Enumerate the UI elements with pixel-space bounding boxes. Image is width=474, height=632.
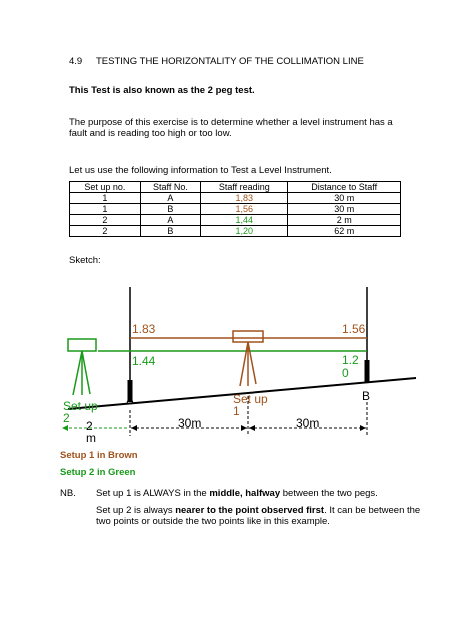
setup2-label-line2: 2 — [63, 411, 70, 425]
dist-30m-right: 30m — [296, 416, 320, 430]
intro-text: Let us use the following information to Test a Level Instrument. — [69, 165, 332, 176]
reading-b-setup2-line2: 0 — [342, 366, 349, 380]
level-instrument-setup2 — [68, 339, 96, 395]
nb-p1-bold: middle, halfway — [209, 488, 281, 499]
legend-setup2: Setup 2 in Green — [60, 467, 136, 478]
section-title: TESTING THE HORIZONTALITY OF THE COLLIMATION LINE — [96, 56, 364, 67]
nb-p1-post: between the two pegs. — [280, 488, 378, 499]
staff-b-label: B — [362, 389, 371, 403]
cell-reading: 1,83 — [201, 193, 288, 204]
cell-setup: 2 — [70, 226, 141, 237]
sketch-label: Sketch: — [69, 255, 101, 266]
nb-p2-bold: nearer to the point observed first — [175, 505, 325, 516]
dist-30m-left: 30m — [178, 416, 202, 430]
section-number: 4.9 — [69, 56, 83, 67]
cell-distance: 30 m — [288, 193, 401, 204]
header-distance: Distance to Staff — [288, 182, 401, 193]
nb-label: NB. — [60, 488, 76, 499]
cell-setup: 1 — [70, 204, 141, 215]
dimension-arrow-2m — [62, 425, 68, 431]
purpose-line-2: fault and is reading too high or too low. — [69, 128, 232, 139]
staff-a-label: A — [126, 393, 135, 407]
nb-p2-pre: Set up 2 is always — [96, 505, 176, 516]
cell-setup: 1 — [70, 193, 141, 204]
cell-staff: A — [140, 215, 200, 226]
dimension-lines — [130, 396, 367, 436]
cell-setup: 2 — [70, 215, 141, 226]
cell-reading: 1,56 — [201, 204, 288, 215]
header-setup: Set up no. — [70, 182, 141, 193]
nb-paragraph-2-line-2: two points or outside the two points like in this example. — [96, 516, 330, 527]
cell-distance: 30 m — [288, 204, 401, 215]
reading-b-setup2-line1: 1.2 — [342, 353, 359, 367]
nb-p1-pre: Set up 1 is ALWAYS in the — [96, 488, 210, 499]
cell-staff: B — [140, 226, 200, 237]
cell-reading: 1,20 — [201, 226, 288, 237]
dist-2m-line1: 2 — [86, 419, 93, 433]
header-reading: Staff reading — [201, 182, 288, 193]
reading-a-setup2: 1.44 — [132, 354, 156, 368]
setup1-label-line2: 1 — [233, 404, 240, 418]
header-staff: Staff No. — [140, 182, 200, 193]
cell-staff: A — [140, 193, 200, 204]
nb-paragraph-2 — [96, 505, 420, 516]
peg-b — [365, 360, 370, 382]
nb-p2-post: . It can be between the — [324, 505, 421, 516]
cell-distance: 62 m — [288, 226, 401, 237]
cell-distance: 2 m — [288, 215, 401, 226]
cell-reading: 1,44 — [201, 215, 288, 226]
dist-2m-line2: m — [86, 431, 96, 445]
level-instrument-setup1 — [233, 331, 263, 386]
setup1-label-line1: Set up — [233, 392, 268, 406]
cell-staff: B — [140, 204, 200, 215]
subtitle: This Test is also known as the 2 peg test. — [69, 85, 255, 96]
nb-paragraph-1 — [96, 488, 378, 499]
legend-setup1: Setup 1 in Brown — [60, 450, 138, 461]
reading-a-setup1: 1.83 — [132, 322, 156, 336]
reading-b-setup1: 1.56 — [342, 322, 366, 336]
purpose-line-1: The purpose of this exercise is to determine whether a level instrument has a — [69, 117, 393, 128]
setup2-label-line1: Set up — [63, 399, 98, 413]
